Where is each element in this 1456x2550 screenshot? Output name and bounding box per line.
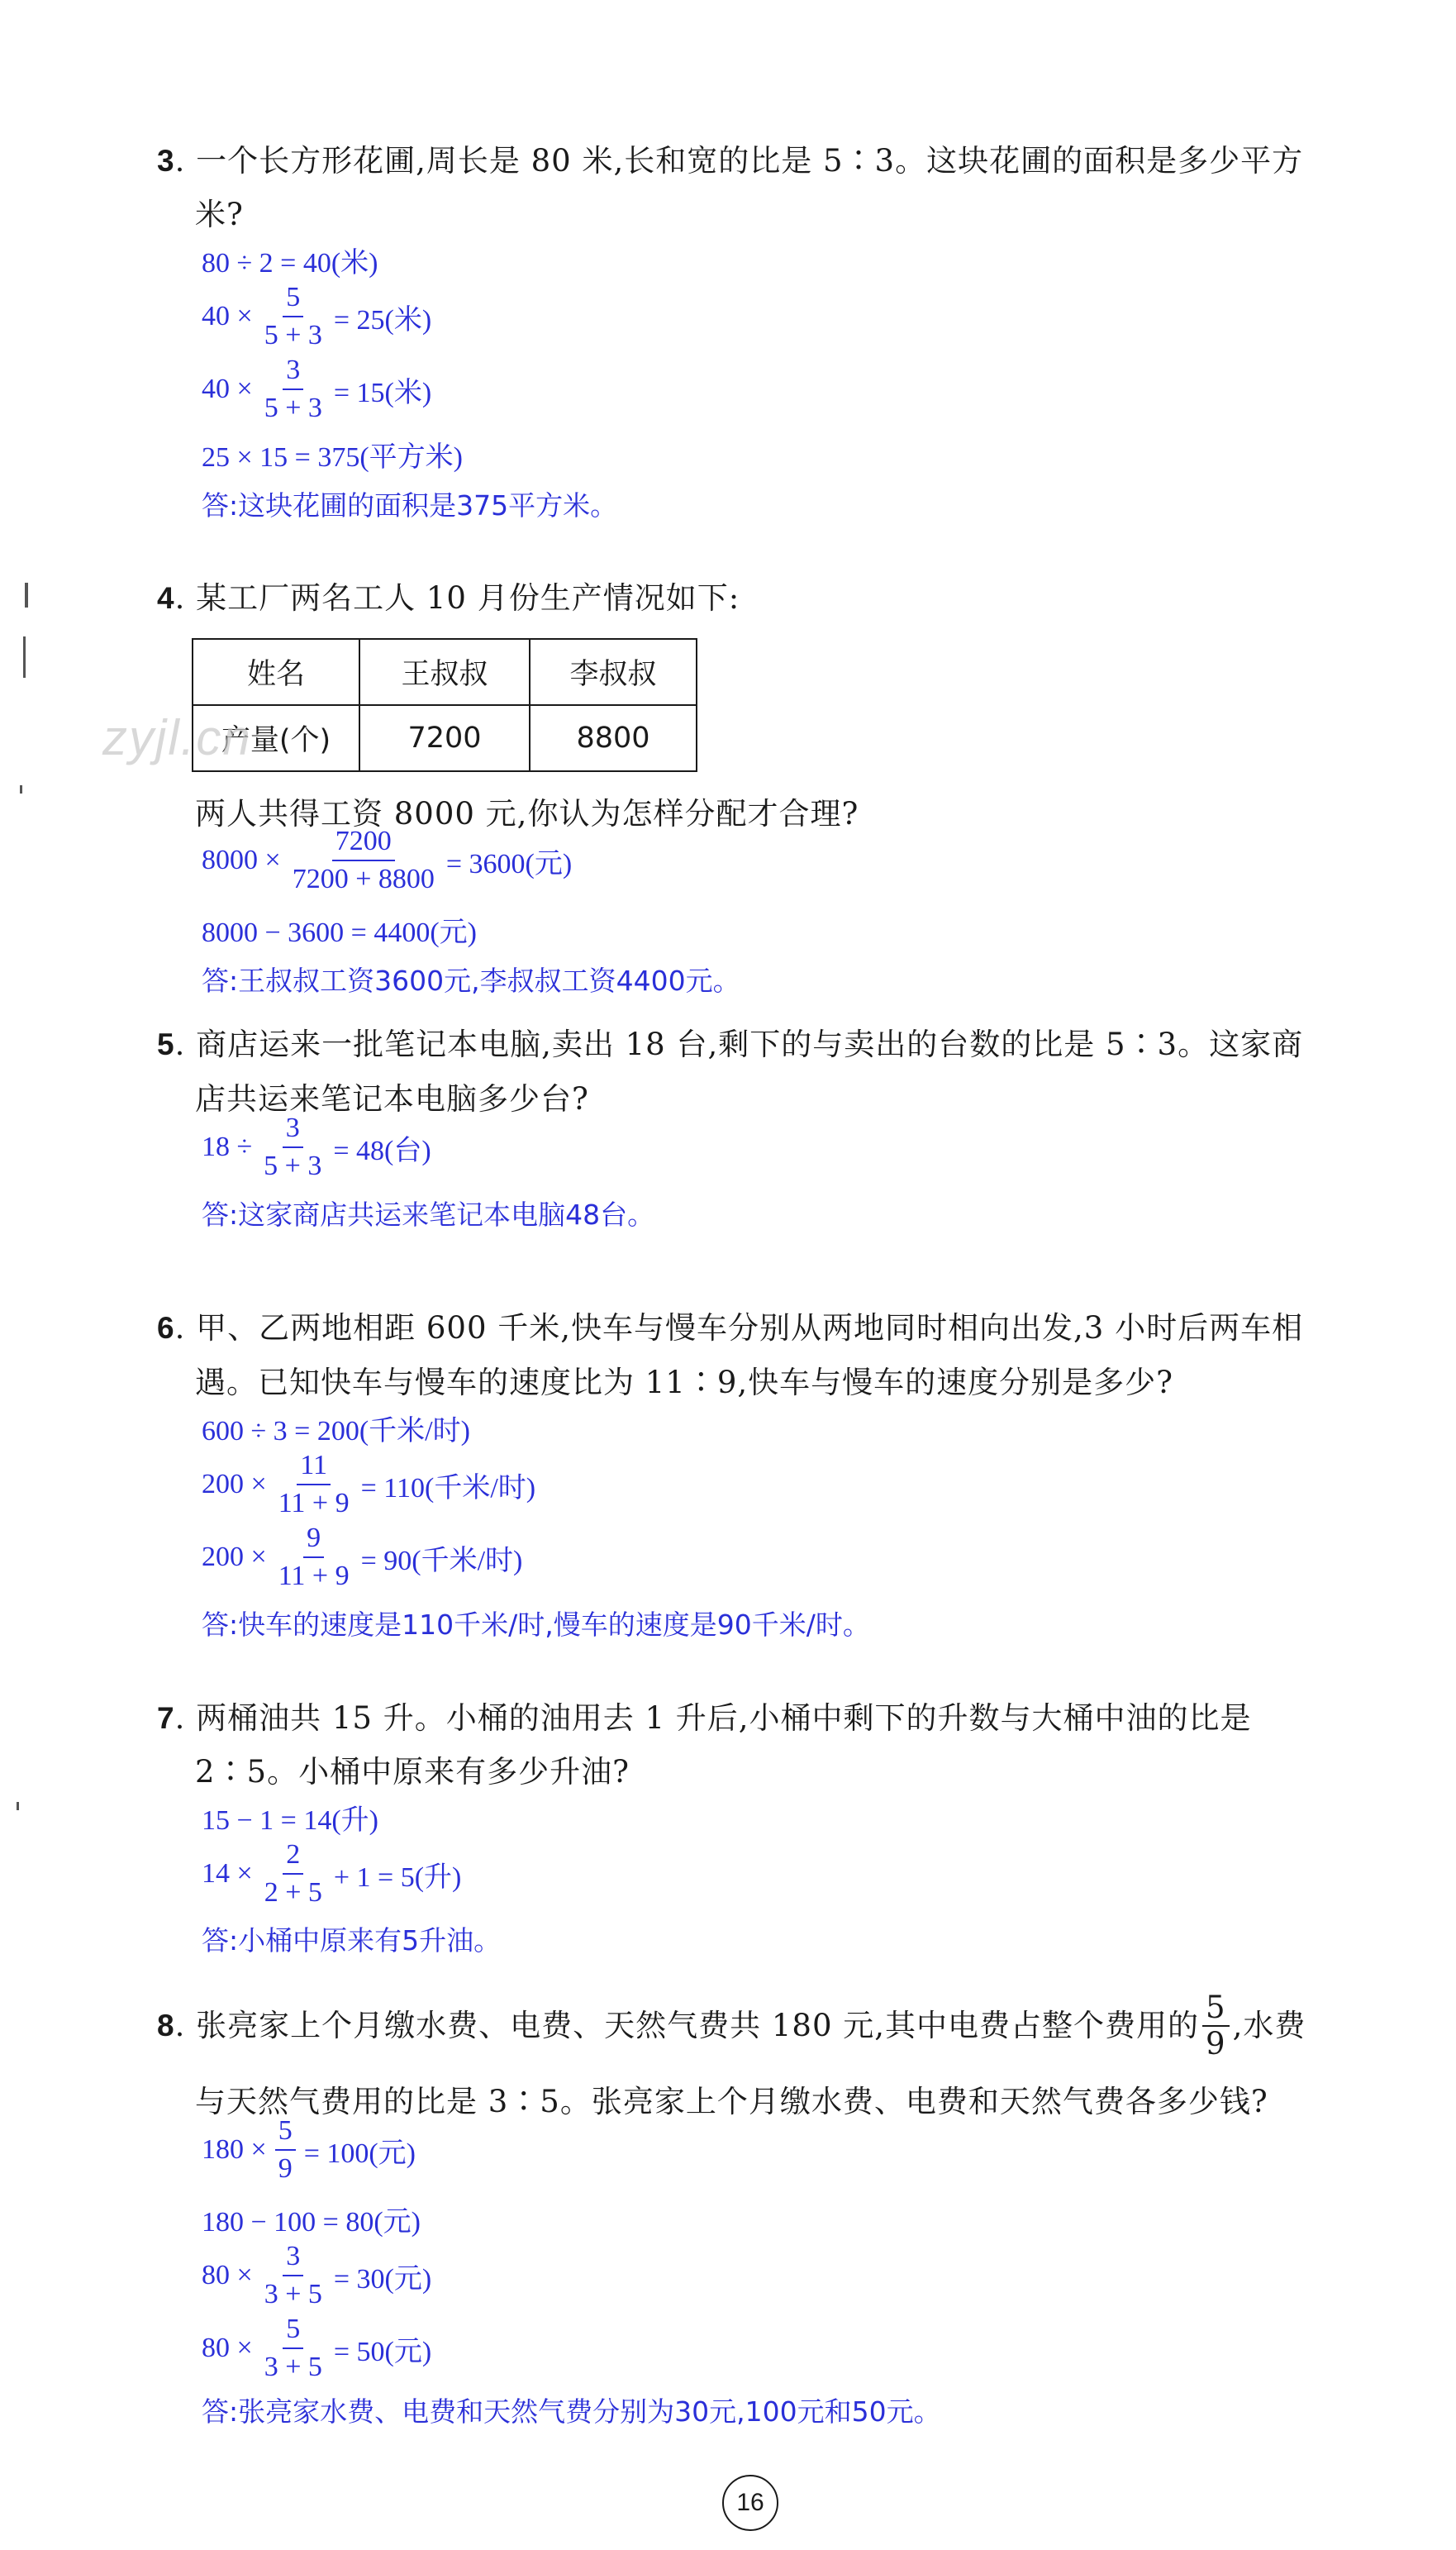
- q7-step-1: 15 − 1 = 14(升): [202, 1805, 378, 1836]
- question-number: 3: [157, 144, 175, 178]
- q3-step-1: 80 ÷ 2 = 40(米): [202, 248, 378, 279]
- question-6-line-1: [157, 1302, 1303, 1355]
- q5-step-1: 18 ÷ $\frac{3}{5 + 3}$ = 48(台): [202, 1113, 431, 1181]
- scan-speck: [25, 583, 28, 608]
- question-4-line-1: [157, 572, 740, 625]
- q8-step-2: 180 − 100 = 80(元): [202, 2207, 421, 2238]
- q8-step-4: 80 × $\frac{5}{3 + 5}$ = 50(元): [202, 2314, 432, 2382]
- fraction: $\frac{3}{5 + 3}$: [264, 1113, 322, 1181]
- table-row: [193, 705, 697, 771]
- q8-step-1: 180 × $\frac{5}{9}$ = 100(元): [202, 2115, 416, 2184]
- scan-speck: [20, 785, 22, 794]
- q7-answer: 答:小桶中原来有5升油。: [202, 1924, 502, 1957]
- q8-step-3: 80 × $\frac{3}{3 + 5}$ = 30(元): [202, 2241, 432, 2309]
- q3-step-3: 40 × $\frac{3}{5 + 3}$ = 15(米): [202, 355, 432, 423]
- question-text: . 某工厂两名工人 10 月份生产情况如下:: [174, 580, 740, 616]
- question-number: 6: [157, 1311, 175, 1345]
- table-header-row: [193, 639, 697, 705]
- question-3-line-2: 米?: [195, 197, 244, 232]
- q6-step-1: 600 ÷ 3 = 200(千米/时): [202, 1416, 470, 1447]
- fraction: $\frac{5}{9}$: [1202, 1992, 1230, 2060]
- fraction: $\frac{7200}{7200 + 8800}$: [292, 826, 435, 894]
- table-cell: 姓名: [193, 639, 359, 705]
- q3-step-2: 40 × $\frac{5}{5 + 3}$ = 25(米): [202, 282, 432, 350]
- q4-step-2: 8000 − 3600 = 4400(元): [202, 918, 477, 948]
- q6-answer: 答:快车的速度是110千米/时,慢车的速度是90千米/时。: [202, 1609, 870, 1641]
- q8-answer: 答:张亮家水费、电费和天然气费分别为30元,100元和50元。: [202, 2395, 941, 2428]
- q4-step-1: 8000 × $\frac{7200}{7200 + 8800}$ = 3600(元): [202, 826, 573, 894]
- table-cell: 李叔叔: [530, 639, 697, 705]
- page-number: 16: [722, 2475, 778, 2531]
- q3-answer: 答:这块花圃的面积是375平方米。: [202, 489, 618, 522]
- question-text: . 甲、乙两地相距 600 千米,快车与慢车分别从两地同时相向出发,3 小时后两车相: [174, 1310, 1304, 1346]
- table-cell: 产量(个): [193, 705, 359, 771]
- q5-answer: 答:这家商店共运来笔记本电脑48台。: [202, 1199, 655, 1231]
- question-5-line-1: [157, 1018, 1303, 1071]
- q6-step-2: 200 × $\frac{11}{11 + 9}$ = 110(千米/时): [202, 1450, 536, 1518]
- question-7-line-2: 2∶5。小桶中原来有多少升油?: [195, 1754, 630, 1790]
- production-table: [192, 638, 697, 772]
- question-text: ,水费: [1232, 2008, 1306, 2043]
- question-number: 5: [157, 1027, 175, 1061]
- q4-answer: 答:王叔叔工资3600元,李叔叔工资4400元。: [202, 965, 740, 997]
- fraction: $\frac{5}{9}$: [275, 2114, 296, 2185]
- question-number: 4: [157, 581, 175, 615]
- fraction: $\frac{11}{11 + 9}$: [278, 1450, 350, 1518]
- q3-step-4: 25 × 15 = 375(平方米): [202, 442, 463, 473]
- fraction: $\frac{5}{5 + 3}$: [264, 282, 322, 350]
- table-cell: 7200: [359, 705, 530, 771]
- fraction: $\frac{3}{5 + 3}$: [264, 355, 322, 423]
- q7-step-2: 14 × $\frac{2}{2 + 5}$ + 1 = 5(升): [202, 1839, 462, 1908]
- question-text: . 张亮家上个月缴水费、电费、天然气费共 180 元,其中电费占整个费用的: [174, 2008, 1200, 2043]
- question-text: . 两桶油共 15 升。小桶的油用去 1 升后,小桶中剩下的升数与大桶中油的比是: [174, 1700, 1252, 1736]
- scan-speck: [23, 636, 26, 678]
- fraction: $\frac{2}{2 + 5}$: [264, 1839, 322, 1908]
- fraction: $\frac{3}{3 + 5}$: [264, 2241, 322, 2309]
- q6-step-3: 200 × $\frac{9}{11 + 9}$ = 90(千米/时): [202, 1523, 523, 1591]
- question-7-line-1: [157, 1692, 1252, 1745]
- question-4-line-2: 两人共得工资 8000 元,你认为怎样分配才合理?: [195, 796, 859, 832]
- table-cell: 王叔叔: [359, 639, 530, 705]
- fraction: $\frac{9}{11 + 9}$: [278, 1523, 350, 1591]
- question-3-line-1: [157, 135, 1303, 188]
- watermark: zyjl.cn: [102, 710, 252, 765]
- question-number: 8: [157, 2009, 175, 2042]
- question-5-line-2: 店共运来笔记本电脑多少台?: [195, 1081, 589, 1117]
- question-number: 7: [157, 1701, 175, 1735]
- scan-speck: [17, 1802, 19, 1810]
- question-6-line-2: 遇。已知快车与慢车的速度比为 11∶9,快车与慢车的速度分别是多少?: [195, 1365, 1173, 1400]
- question-text: . 商店运来一批笔记本电脑,卖出 18 台,剩下的与卖出的台数的比是 5∶3。这家商: [174, 1027, 1304, 1062]
- question-8-line-1: [157, 1992, 1306, 2060]
- question-8-line-2: 与天然气费用的比是 3∶5。张亮家上个月缴水费、电费和天然气费各多少钱?: [195, 2084, 1268, 2119]
- table-cell: 8800: [530, 705, 697, 771]
- question-text: . 一个长方形花圃,周长是 80 米,长和宽的比是 5∶3。这块花圃的面积是多少平方: [174, 143, 1304, 179]
- fraction: $\frac{5}{3 + 5}$: [264, 2314, 322, 2382]
